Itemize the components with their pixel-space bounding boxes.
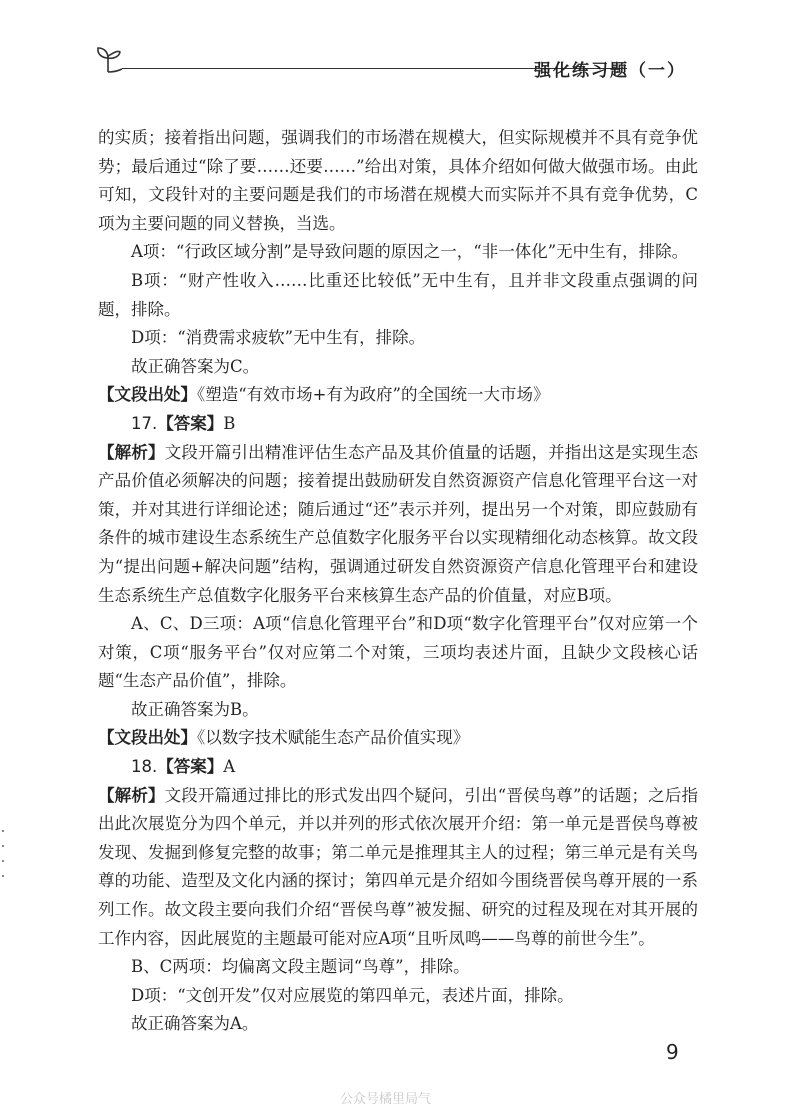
analysis-paragraph bbox=[98, 439, 698, 611]
paragraph: 的实质；接着指出问题，强调我们的市场潜在规模大，但实际规模并不具有竞争优势；最后通过“除了要……还要……”给出对策，具体介绍如何做大做强市场。由此可知，文段针对的主要问题是我们的市场潜在规模大而实际并不具有竞争优势，C项为主要问题的同义替换，当选。 bbox=[98, 128, 698, 233]
answer-tag: 【答案】 bbox=[157, 413, 224, 433]
question-number: 17. bbox=[131, 413, 158, 433]
question-answer-line bbox=[98, 410, 698, 439]
source-text: 《塑造“有效市场+有为政府”的全国统一大市场》 bbox=[197, 385, 550, 405]
analysis-paragraph bbox=[98, 782, 698, 954]
paragraph: B项：“财产性收入……比重还比较低”无中生有，且并非文段重点强调的问题，排除。 bbox=[98, 270, 698, 319]
analysis-tag: 【解析】 bbox=[98, 785, 165, 805]
paragraph: A、C、D三项：A项“信息化管理平台”和D项“数字化管理平台”仅对应第一个对策，C项“服务平台”仅对应第二个对策，三项均表述片面，且缺少文段核心话题“生态产品价值”，排除。 bbox=[98, 614, 698, 691]
source-tag: 【文段出处】 bbox=[98, 385, 197, 405]
paragraph: A项：“行政区域分割”是导致问题的原因之一，“非一体化”无中生有，排除。 bbox=[131, 242, 689, 262]
paragraph: D项：“消费需求疲软”无中生有，排除。 bbox=[131, 328, 426, 348]
page-number: 9 bbox=[666, 1040, 679, 1064]
source-line bbox=[98, 381, 698, 410]
sprout-icon bbox=[92, 42, 126, 76]
binding-marks bbox=[2, 830, 6, 890]
running-header bbox=[92, 42, 692, 82]
paragraph: 故正确答案为C。 bbox=[131, 356, 260, 376]
answer-value: A bbox=[223, 757, 236, 777]
analysis-tag: 【解析】 bbox=[98, 442, 165, 462]
analysis-text: 文段开篇引出精准评估生态产品及其价值量的话题，并指出这是实现生态产品价值必须解决的问题；接着提出鼓励研发自然资源资产信息化管理平台这一对策，并对其进行详细论述；随后通过“还”表示并列，提出另一个对策，即应鼓励有条件的城市建设生态系统生产总值数字化服务平台以实现精细化动态核算。故文段为“提出问题+解决问题”结构，强调通过研发自然资源资产信息化管理平台和建设生态系统生产总值数字化服务平台来核算生态产品的价值量，对应B项。 bbox=[98, 442, 699, 605]
question-answer-line bbox=[98, 753, 698, 782]
header-title: 强化练习题（一） bbox=[534, 61, 686, 81]
answer-value: B bbox=[223, 413, 236, 433]
paragraph: 故正确答案为B。 bbox=[131, 699, 259, 719]
page-body bbox=[98, 124, 698, 1039]
paragraph: D项：“文创开发”仅对应展览的第四单元，表述片面，排除。 bbox=[131, 985, 574, 1005]
paragraph: 故正确答案为A。 bbox=[131, 1014, 259, 1034]
watermark: 公众号橘里局气 bbox=[340, 1092, 432, 1107]
answer-tag: 【答案】 bbox=[157, 757, 224, 777]
source-line bbox=[98, 724, 698, 753]
source-text: 《以数字技术赋能生态产品价值实现》 bbox=[197, 728, 470, 748]
analysis-text: 文段开篇通过排比的形式发出四个疑问，引出“晋侯鸟尊”的话题；之后指出此次展览分为四个单元，并以并列的形式依次展开介绍：第一单元是晋侯鸟尊被发现、发掘到修复完整的故事；第二单元是推理其主人的过程；第三单元是有关鸟尊的功能、造型及文化内涵的探讨；第四单元是介绍如今围绕晋侯鸟尊开展的一系列工作。故文段主要向我们介绍“晋侯鸟尊”被发掘、研究的过程及现在对其开展的工作内容，因此展览的主题最可能对应A项“且听凤鸣——鸟尊的前世今生”。 bbox=[98, 785, 698, 948]
question-number: 18. bbox=[131, 757, 158, 777]
paragraph: B、C两项：均偏离文段主题词“鸟尊”，排除。 bbox=[131, 957, 470, 977]
source-tag: 【文段出处】 bbox=[98, 728, 197, 748]
